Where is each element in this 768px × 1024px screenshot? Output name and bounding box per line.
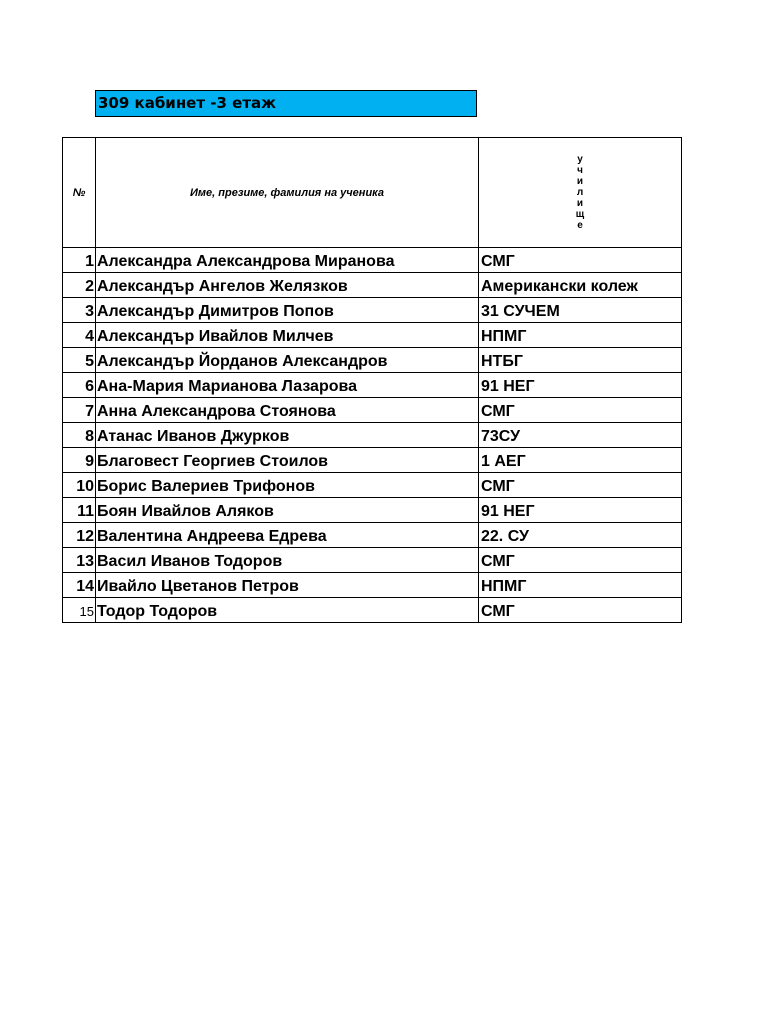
row-number: 4 bbox=[63, 323, 96, 348]
student-name: Александра Александрова Миранова bbox=[96, 248, 479, 273]
student-school: НТБГ bbox=[479, 348, 682, 373]
student-school: 31 СУЧЕМ bbox=[479, 298, 682, 323]
student-name: Борис Валериев Трифонов bbox=[96, 473, 479, 498]
table-row bbox=[63, 273, 682, 298]
student-name: Благовест Георгиев Стоилов bbox=[96, 448, 479, 473]
row-number: 7 bbox=[63, 398, 96, 423]
row-number: 14 bbox=[63, 573, 96, 598]
row-number: 6 bbox=[63, 373, 96, 398]
student-name: Ана-Мария Марианова Лазарова bbox=[96, 373, 479, 398]
student-school: СМГ bbox=[479, 248, 682, 273]
student-name: Васил Иванов Тодоров bbox=[96, 548, 479, 573]
header-number: № bbox=[63, 138, 96, 248]
header-school bbox=[479, 138, 682, 248]
student-school: НПМГ bbox=[479, 573, 682, 598]
table-row bbox=[63, 248, 682, 273]
student-school: СМГ bbox=[479, 473, 682, 498]
student-name: Тодор Тодоров bbox=[96, 598, 479, 623]
row-number: 9 bbox=[63, 448, 96, 473]
table-row bbox=[63, 598, 682, 623]
student-name: Боян Ивайлов Аляков bbox=[96, 498, 479, 523]
student-table bbox=[62, 137, 682, 623]
room-title: 309 кабинет -3 етаж bbox=[95, 90, 477, 117]
row-number: 5 bbox=[63, 348, 96, 373]
row-number: 8 bbox=[63, 423, 96, 448]
row-number: 11 bbox=[63, 498, 96, 523]
student-name: Атанас Иванов Джурков bbox=[96, 423, 479, 448]
student-name: Александър Ангелов Желязков bbox=[96, 273, 479, 298]
table-row bbox=[63, 398, 682, 423]
table-row bbox=[63, 498, 682, 523]
student-school: СМГ bbox=[479, 398, 682, 423]
header-name: Име, презиме, фамилия на ученика bbox=[96, 138, 479, 248]
student-school: СМГ bbox=[479, 598, 682, 623]
row-number: 12 bbox=[63, 523, 96, 548]
row-number: 10 bbox=[63, 473, 96, 498]
table-row bbox=[63, 423, 682, 448]
table-row bbox=[63, 323, 682, 348]
table-row bbox=[63, 523, 682, 548]
student-name: Александър Димитров Попов bbox=[96, 298, 479, 323]
table-row bbox=[63, 548, 682, 573]
student-school: НПМГ bbox=[479, 323, 682, 348]
table-row bbox=[63, 298, 682, 323]
student-school: 22. СУ bbox=[479, 523, 682, 548]
table-row bbox=[63, 373, 682, 398]
row-number: 13 bbox=[63, 548, 96, 573]
student-school: 91 НЕГ bbox=[479, 373, 682, 398]
row-number: 3 bbox=[63, 298, 96, 323]
table-row bbox=[63, 348, 682, 373]
table-row bbox=[63, 473, 682, 498]
student-school: 73СУ bbox=[479, 423, 682, 448]
row-number: 15 bbox=[63, 598, 96, 623]
table-row bbox=[63, 448, 682, 473]
student-name: Александър Ивайлов Милчев bbox=[96, 323, 479, 348]
student-school: 91 НЕГ bbox=[479, 498, 682, 523]
student-name: Александър Йорданов Александров bbox=[96, 348, 479, 373]
student-name: Валентина Андреева Едрева bbox=[96, 523, 479, 548]
row-number: 2 bbox=[63, 273, 96, 298]
header-school-label: училище bbox=[575, 154, 585, 231]
student-name: Ивайло Цветанов Петров bbox=[96, 573, 479, 598]
student-school: СМГ bbox=[479, 548, 682, 573]
header-row bbox=[63, 138, 682, 248]
student-name: Анна Александрова Стоянова bbox=[96, 398, 479, 423]
student-school: Американски колеж bbox=[479, 273, 682, 298]
student-school: 1 АЕГ bbox=[479, 448, 682, 473]
table-row bbox=[63, 573, 682, 598]
row-number: 1 bbox=[63, 248, 96, 273]
